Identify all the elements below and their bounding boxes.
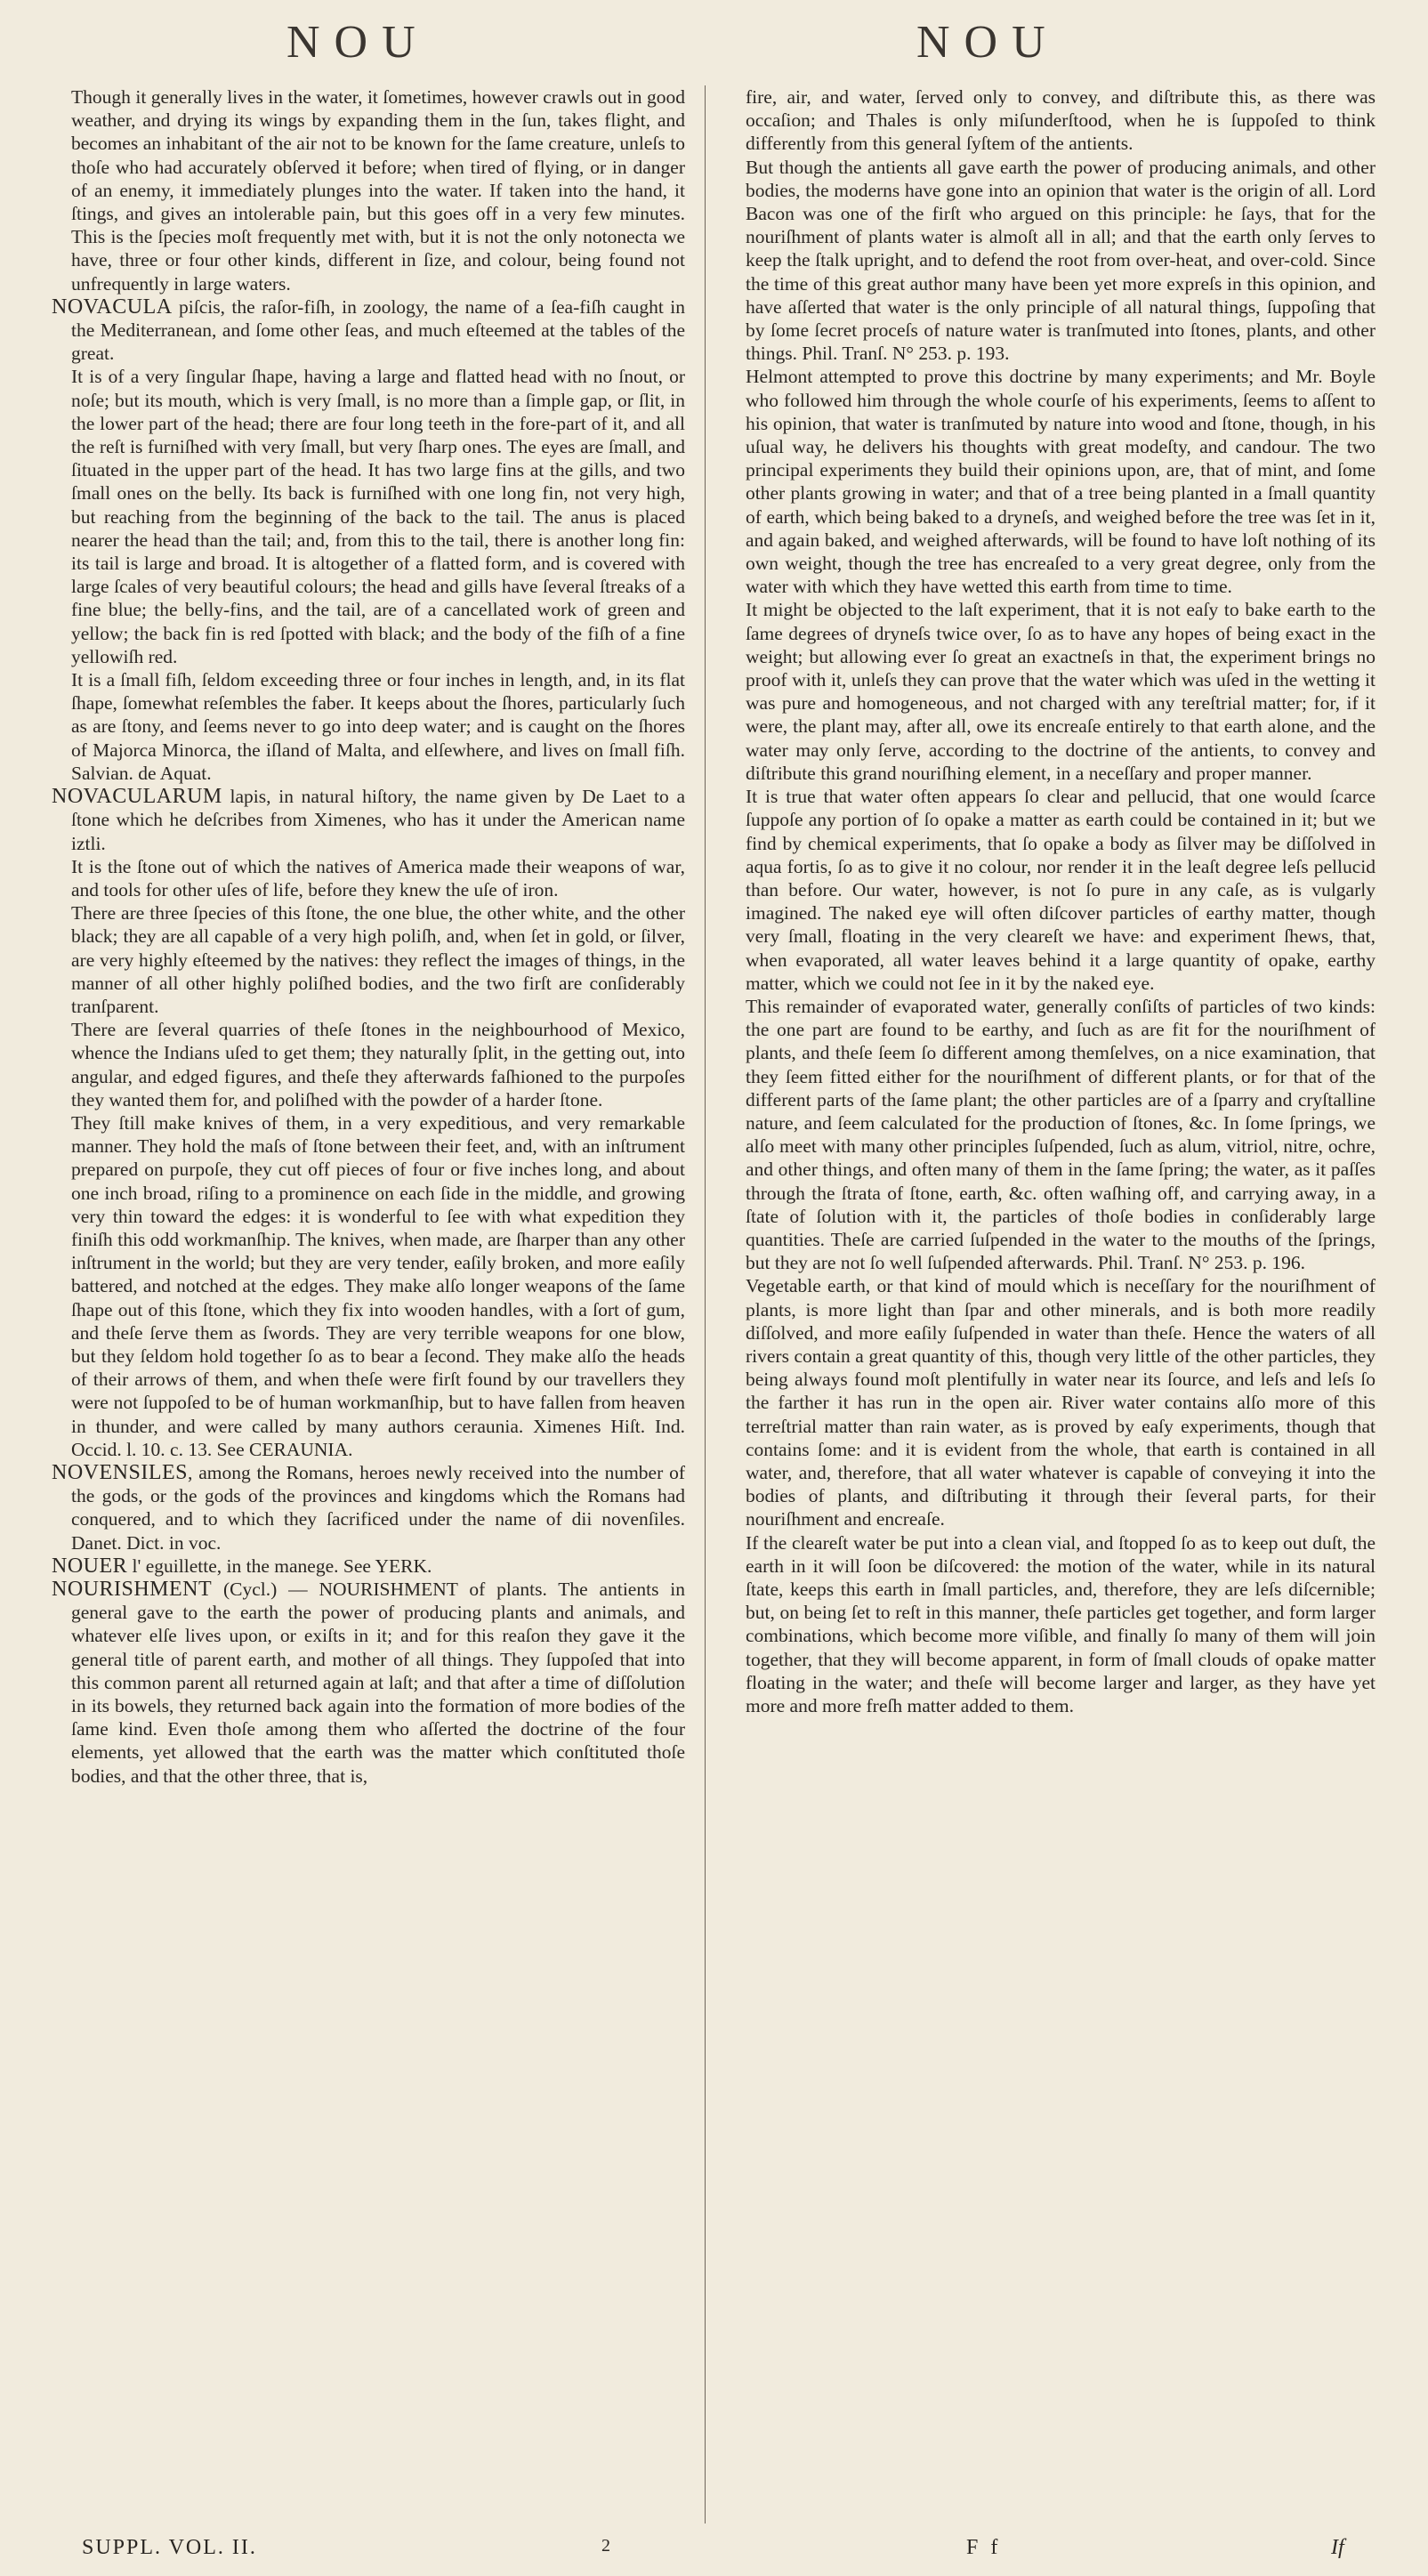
paragraph [726, 156, 1376, 366]
paragraph-text: Vegetable earth, or that kind of mould which is neceſſary for the nouriſhment of plants, is more light than ſpar and other minerals, and is both more readily diſſolved, and more eaſily ſuſpended in water than theſe. Hence the waters of all rivers contain a great quantity of this, though very little of the other particles, they being always found moſt plentifully in water near its ſource, and leſs and leſs ſo the farther it has run in the open air. River water contains alſo more of this terreſtrial matter than rain water, as is proved by eaſy experiments, though that contains ſome: and it is evident from the whole, that earth is contained in all water, and, therefore, that all water whatever is capable of conveying it into the bodies of plants, and diſtributing it through their ſeveral parts, for their nouriſhment and encreaſe. [746, 1275, 1376, 1530]
footer-volume: SUPPL. VOL. II. [82, 2536, 257, 2559]
paragraph-text: It is a ſmall fiſh, ſeldom exceeding three or four inches in length, and, in its flat ſhape, ſomewhat reſembles the faber. It keeps about the ſhores, particularly ſuch as are ſtony, and ſeems never to go into deep water; and is caught on the ſhores of Majorca Minorca, the iſland of Malta, and elſewhere, and lives on ſmall fiſh. Salvian. de Aquat. [71, 669, 685, 784]
headword: NOVENSILES [52, 1460, 188, 1484]
paragraph-text: Helmont attempted to prove this doctrine by many experiments; and Mr. Boyle who followed him through the whole courſe of his experiments, ſeems to aſſent to his opinion, that water is tranſmuted by nature into wood and ſtone, though, in his uſual way, he delivers his thoughts with great modeſty, and candour. The two principal experiments they build their opinions upon, are, that of mint, and ſome other plants growing in water; and that of a tree being planted in a ſmall quantity of earth, which being baked to a dryneſs, and weighed before the tree was ſet in it, and again baked, and weighed afterwards, will be found to have loſt nothing of its own weight, though the tree has encreaſed to a very great degree, only from the water with which they have wetted this earth from time to time. [746, 366, 1376, 598]
right-column [726, 85, 1376, 1717]
paragraph-text: This remainder of evaporated water, generally conſiſts of particles of two kinds: the one part are found to be earthy, and ſuch as are fit for the nouriſhment of plants, and theſe ſeem ſo different among themſelves, on a nice examination, that they ſeem fitted either for the nouriſhment of different plants, or for that of the different parts of the ſame plant; the other particles are of a ſparry and cryſtalline nature, and ſeem calculated for the production of ſtones, &c. In ſome ſprings, we alſo meet with many other principles ſuſpended, ſuch as alum, vitriol, nitre, ochre, and other things, and often many of them in the ſame ſpring; the water, as it paſſes through the ſtrata of ſtone, earth, &c. often waſhing off, and carrying away, in a ſtate of ſolution with it, the particles of thoſe bodies in conſiderably large quantities. Theſe are carried ſuſpended in the water to the mouths of the ſprings, but they are not ſo well ſuſpended afterwards. Phil. Tranſ. N° 253. p. 196. [746, 995, 1376, 1274]
paragraph [52, 1111, 685, 1461]
paragraph-text: It is of a very ſingular ſhape, having a large and flatted head with no ſnout, or noſe; but its mouth, which is very ſmall, is no more than a ſimple gap, or ſlit, in the lower part of the head; there are four long teeth in the fore-part of it, and all the reſt is furniſhed with very ſmall, but very ſharp ones. The eyes are ſmall, and ſituated in the upper part of the head. It has two large fins at the gills, and two ſmall ones on the belly. Its back is furniſhed with one long fin, not very high, but reaching from the beginning of the back to the tail. The anus is placed nearer the head than the tail; and, from this to the tail, there is another long fin: its tail is large and broad. It is altogether of a flatted form, and is covered with large ſcales of very beautiful colours; the head and gills have ſeveral ſtreaks of a fine blue; the belly-fins, and the tail, are of a cancellated work of green and yellow; the back fin is red ſpotted with black; and the body of the fiſh of a fine yellowiſh red. [71, 366, 685, 667]
paragraph-text: But though the antients all gave earth the power of producing animals, and other bodies, the moderns have gone into an opinion that water is the origin of all. Lord Bacon was one of the firſt who argued on this principle: he ſays, that for the nouriſhment of plants water is almoſt all in all; and that the earth only ſerves to keep the ſtalk upright, and to defend the root from over-heat, and over-cold. Since the time of this great author many have been yet more expreſs in this opinion, and have aſſerted that water is the only principle of all natural things, ſuppoſing that by ſome ſecret proceſs of nature water is tranſmuted into ſtones, plants, and other things. Phil. Tranſ. N° 253. p. 193. [746, 156, 1376, 365]
footer-signature: F f [966, 2536, 1002, 2559]
paragraph [726, 785, 1376, 995]
headword: NOVACULA [52, 295, 173, 319]
paragraph-text: piſcis, the raſor-fiſh, in zoology, the name of a ſea-fiſh caught in the Mediterranean, and ſome other ſeas, and much eſteemed at the tables of the great. [71, 295, 685, 365]
paragraph-text: It is the ſtone out of which the natives of America made their weapons of war, and tools for other uſes of life, before they knew the uſe of iron. [71, 855, 685, 900]
paragraph-text: It might be objected to the laſt experiment, that it is not eaſy to bake earth to the ſame degrees of dryneſs twice over, ſo as to have any hopes of being exact in the weight; but allowing ever ſo great an exactneſs in that, the experiment brings no proof with it, unleſs they can prove that the water which was uſed in the wetting it was pure and homogeneous, and not charged with any tereſtrial matter; for, if it were, the plant may, after all, owe its encreaſe entirely to that earth alone, and the water may only ſerve, according to the doctrine of the antients, to convey and diſtribute this grand nouriſhing element, in a neceſſary and proper manner. [746, 599, 1376, 784]
paragraph-text: (Cycl.) — NOURISHMENT of plants. The antients in general gave to the earth the power of producing plants and animals, and whatever elſe lives upon, or exiſts in it; and for this reaſon they gave it the general title of parent earth, and mother of all things. They ſuppoſed that into this common parent all returned again at laſt; and that after a time of diſſolution in its bowels, they returned back again into the formation of more bodies of the ſame kind. Even thoſe among them who aſſerted the doctrine of the four elements, yet allowed that the earth was the matter which conſtituted thoſe bodies, and that the other three, that is, [71, 1579, 685, 1787]
paragraph [52, 295, 685, 366]
paragraph [52, 1461, 685, 1554]
paragraph [52, 1554, 685, 1578]
running-head-right: NOU [916, 17, 1060, 68]
paragraph [726, 1274, 1376, 1530]
running-head-left: NOU [286, 17, 430, 68]
headword: NOUER [52, 1554, 128, 1578]
paragraph [52, 365, 685, 668]
paragraph [52, 668, 685, 785]
paragraph [52, 785, 685, 855]
paragraph [726, 995, 1376, 1274]
paragraph [52, 855, 685, 901]
paragraph-text: It is true that water often appears ſo clear and pellucid, that one would ſcarce ſuppoſe any portion of ſo opake a matter as earth could be contained in it; but we find by chemical experiments, that ſo opake a body as ſilver may be diſſolved in aqua fortis, ſo as to give it no colour, nor render it in the leaſt degree leſs pellucid than before. Our water, however, is not ſo pure in any caſe, as is vulgarly imagined. The naked eye will often diſcover particles of earthy matter, though very ſmall, floating in the very cleareſt we have: and experiment ſhews, that, when evaporated, all water leaves behind it a large quantity of opake, earthy matter, which we could not ſee in it by the naked eye. [746, 786, 1376, 994]
footer-catchword: If [1331, 2536, 1344, 2559]
paragraph-text: They ſtill make knives of them, in a very expeditious, and very remarkable manner. They hold the maſs of ſtone between their feet, and, with an inſtrument prepared on purpoſe, they cut off pieces of four or five inches long, and about one inch broad, riſing to a prominence on each ſide in the middle, and growing very thin toward the edges: it is wonderful to ſee with what expedition they finiſh this odd workmanſhip. The knives, when made, are ſharper than any other inſtrument in the world; but they are very tender, eaſily broken, and more eaſily battered, and notched at the edges. They make alſo longer weapons of the ſame ſhape out of this ſtone, which they fix into wooden handles, with a ſort of gum, and theſe ſerve them as ſwords. They are very terrible weapons for one blow, but they ſeldom hold together ſo as to bear a ſecond. They make alſo the heads of their arrows of them, and when theſe were firſt found by our travellers they were not ſuppoſed to be of human workmanſhip, but to have fallen from heaven in thunder, and were called by many authors ceraunia. Ximenes Hiſt. Ind. Occid. l. 10. c. 13. See CERAUNIA. [71, 1111, 685, 1460]
footer-number: 2 [601, 2536, 610, 2556]
paragraph-text: l' eguillette, in the manege. See YERK. [127, 1554, 432, 1577]
paragraph [726, 85, 1376, 156]
paragraph-text: fire, air, and water, ſerved only to convey, and diſtribute this, as there was occaſion; and Thales is only miſunderſtood, when he is ſuppoſed to think differently from this general ſyſtem of the antients. [746, 86, 1376, 155]
headword: NOVACULARUM [52, 785, 222, 809]
paragraph-text: There are ſeveral quarries of theſe ſtones in the neighbourhood of Mexico, whence the Indians uſed to get them; they naturally ſplit, in the getting out, into angular, and edged figures, and theſe they afterwards faſhioned to the purpoſes they wanted them for, and poliſhed with the powder of a harder ſtone. [71, 1019, 685, 1110]
paragraph-text: Though it generally lives in the water, it ſometimes, however crawls out in good weather, and drying its wings by expanding them in the ſun, takes flight, and becomes an inhabitant of the air not to be known for the ſame creature, unleſs to thoſe who had accurately obſerved it before; when tired of flying, or in danger of an enemy, it immediately plunges into the water. If taken into the hand, it ſtings, and gives an intolerable pain, but this goes off in a very few minutes. This is the ſpecies moſt frequently met with, but it is not the only notonecta we have, three or four other kinds, different in ſize, and colour, being found not unfrequently in large waters. [71, 86, 685, 295]
column-rule [705, 85, 706, 2524]
paragraph [52, 85, 685, 295]
headword: NOURISHMENT [52, 1578, 213, 1601]
paragraph [726, 365, 1376, 598]
paragraph-text: lapis, in natural hiſtory, the name given by De Laet to a ſtone which he deſcribes from Ximenes, who has it under the American name iztli. [71, 786, 685, 854]
paragraph [726, 598, 1376, 785]
paragraph-text: There are three ſpecies of this ſtone, the one blue, the other white, and the other black; they are all capable of a very high poliſh, and, when ſet in gold, or ſilver, are very highly eſteemed by the natives: they reflect the images of things, in the manner of all other highly poliſhed bodies, and the two firſt are conſiderably tranſparent. [71, 902, 685, 1017]
paragraph-text: If the cleareſt water be put into a clean vial, and ſtopped ſo as to keep out duſt, the earth in it will ſoon be diſcovered: the motion of the water, while in its natural ſtate, keeps this earth in ſmall particles, and, therefore, they are leſs diſcernible; but, on being ſet to reſt in this manner, theſe particles get together, and form larger combinations, which become more viſible, and finally ſo many of them will join together, that they will become apparent, in form of ſmall clouds of opake matter floating in the water; and theſe will become larger and larger, as they have yet more and more freſh matter added to them. [746, 1531, 1376, 1717]
paragraph [726, 1531, 1376, 1718]
paragraph [52, 901, 685, 1018]
paragraph [52, 1018, 685, 1111]
left-column [52, 85, 685, 1788]
paragraph [52, 1578, 685, 1788]
paragraph-text: , among the Romans, heroes newly received into the number of the gods, or the gods of the provinces and kingdoms which the Romans had conquered, and to which they ſacrificed under the name of dii novenſiles. Danet. Dict. in voc. [71, 1461, 685, 1554]
